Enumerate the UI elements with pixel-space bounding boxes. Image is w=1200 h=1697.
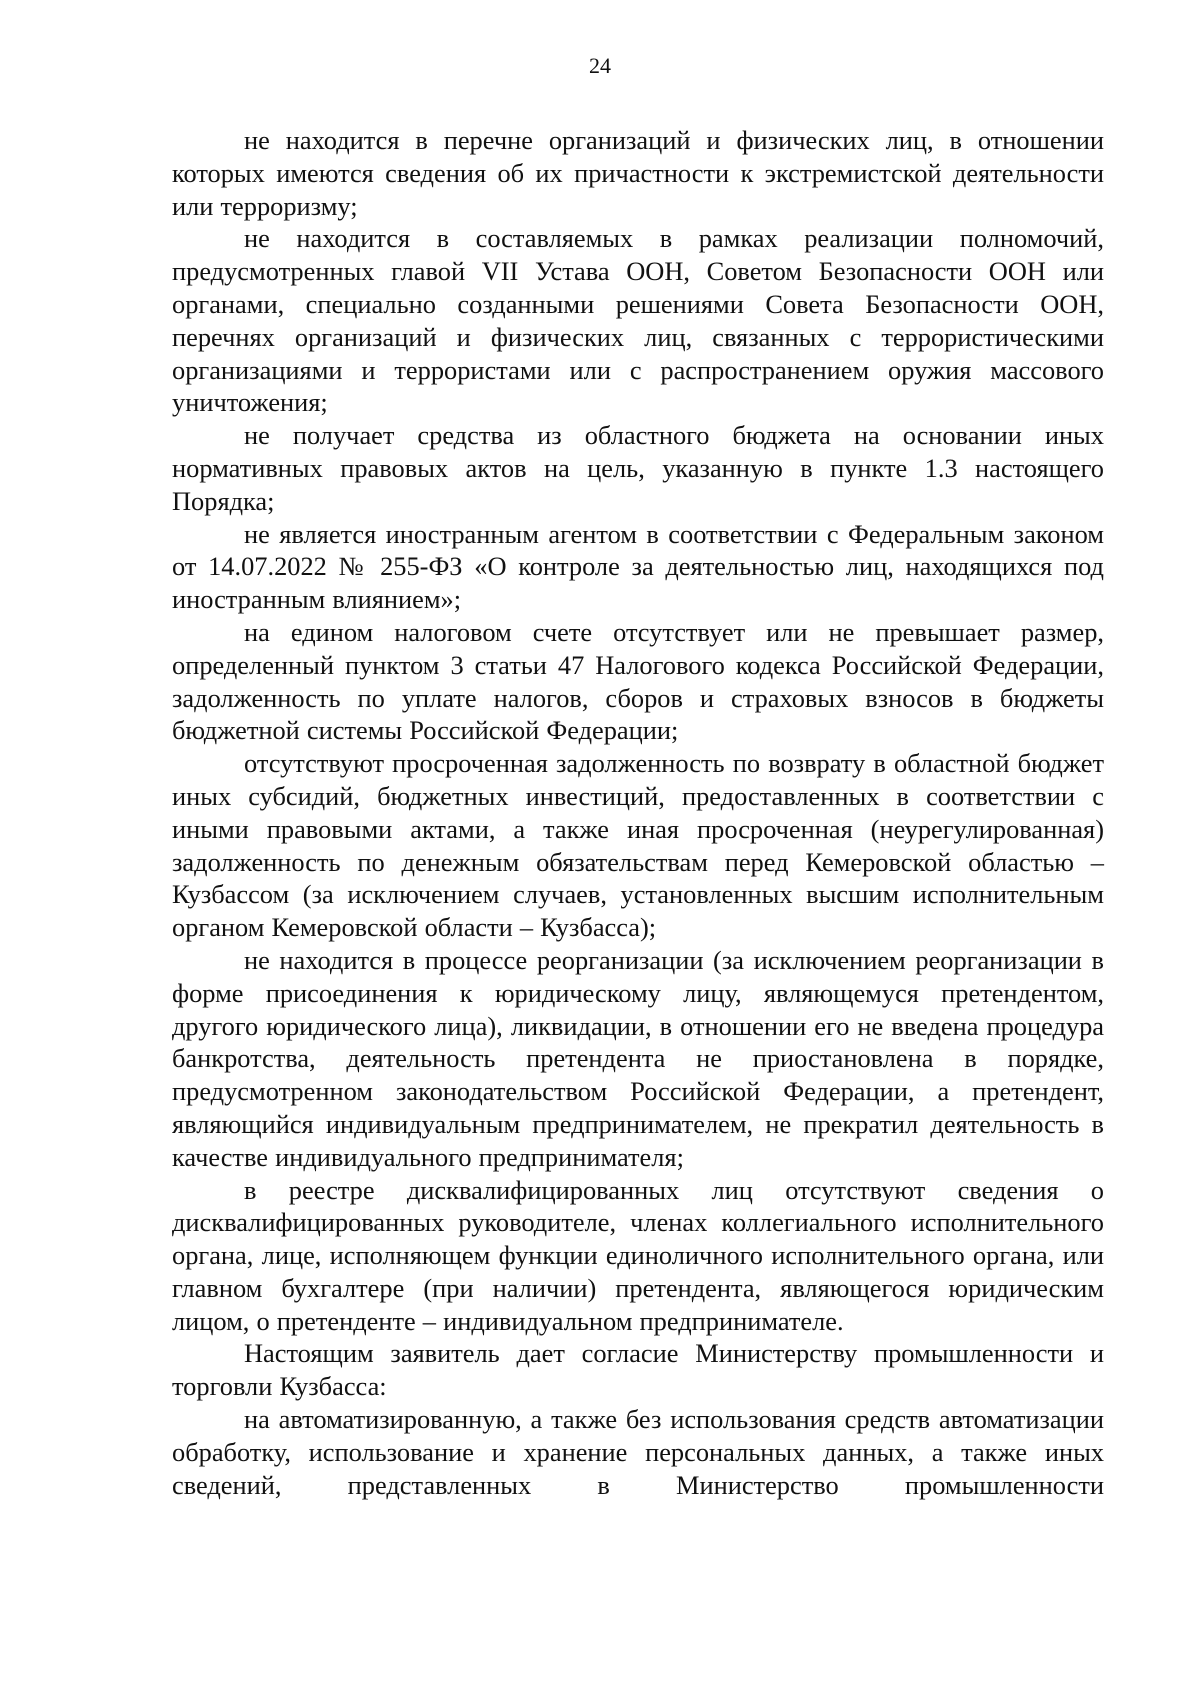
paragraph-foreign-agent: не является иностранным агентом в соответствии с Федеральным законом от 14.07.2022 № 255-ФЗ «О контроле за деятельностью лиц, находящихся под иностранным влиянием»; bbox=[172, 518, 1104, 615]
document-body bbox=[172, 124, 1104, 1501]
paragraph-reorganization: не находится в процессе реорганизации (за исключением реорганизации в форме присоединения к юридическому лицу, являющемуся претендентом, другого юридического лица), ликвидации, в отношении его не введена процедура банкротства, деятельность претендента не приостановлена в порядке, предусмотренном законодательством Российской Федерации, а претендент, являющийся индивидуальным предпринимателем, не прекратил деятельность в качестве индивидуального предпринимателя; bbox=[172, 944, 1104, 1172]
paragraph-regional-budget-funds: не получает средства из областного бюджета на основании иных нормативных правовых актов на цель, указанную в пункте 1.3 настоящего Порядка; bbox=[172, 420, 1104, 516]
paragraph-extremism-list: не находится в перечне организаций и физических лиц, в отношении которых имеются сведения об их причастности к экстремистской деятельности или терроризму; bbox=[172, 125, 1104, 221]
paragraph-un-sanctions-list: не находится в составляемых в рамках реализации полномочий, предусмотренных главой VII Устава ООН, Советом Безопасности ООН или органами, специально созданными решениями Совета Безопасности ООН, перечнях организаций и физических лиц, связанных с террористическими организациями и террористами или с распространением оружия массового уничтожения; bbox=[172, 223, 1104, 418]
paragraph-disqualified-persons: в реестре дисквалифицированных лиц отсутствуют сведения о дисквалифицированных руководителе, членах коллегиального исполнительного органа, лице, исполняющем функции единоличного исполнительного органа, или главном бухгалтере (при наличии) претендента, являющегося юридическим лицом, о претенденте – индивидуальном предпринимателе. bbox=[172, 1174, 1104, 1336]
paragraph-tax-account: на едином налоговом счете отсутствует или не превышает размер, определенный пунктом 3 статьи 47 Налогового кодекса Российской Федерации, задолженность по уплате налогов, сборов и страховых взносов в бюджеты бюджетной системы Российской Федерации; bbox=[172, 616, 1104, 746]
paragraph-data-processing-consent: на автоматизированную, а также без использования средств автоматизации обработку, использование и хранение персональных данных, а также иных сведений, представленных в Министерство промышленности bbox=[172, 1404, 1104, 1500]
page-number: 24 bbox=[589, 53, 611, 78]
paragraph-overdue-debt: отсутствуют просроченная задолженность по возврату в областной бюджет иных субсидий, бюджетных инвестиций, предоставленных в соответствии с иными правовыми актами, а также иная просроченная (неурегулированная) задолженность по денежным обязательствам перед Кемеровской областью – Кузбассом (за исключением случаев, установленных высшим исполнительным органом Кемеровской области – Кузбасса); bbox=[172, 748, 1104, 943]
paragraph-consent-intro: Настоящим заявитель дает согласие Министерству промышленности и торговли Кузбасса: bbox=[172, 1338, 1104, 1402]
